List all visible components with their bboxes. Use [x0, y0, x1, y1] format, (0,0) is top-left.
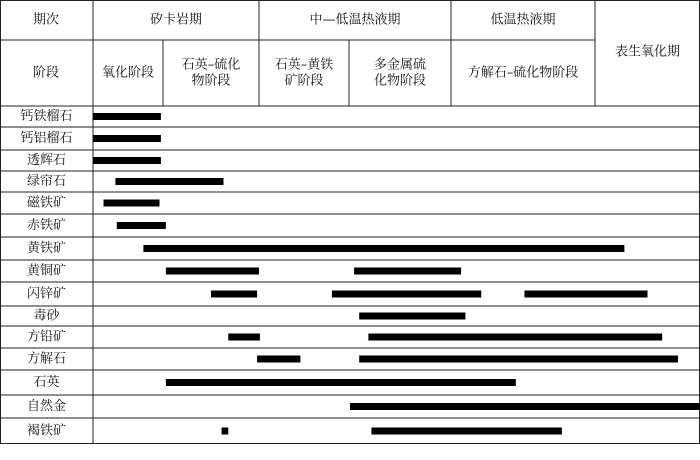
- mineral-occurrence-bar: [524, 291, 647, 298]
- mineral-occurrence-bar: [332, 291, 481, 298]
- stage-header-label: 阶段: [32, 65, 60, 81]
- stage-name: 物阶段: [191, 73, 231, 89]
- mineral-occurrence-bar: [222, 428, 229, 435]
- mineral-occurrence-bar: [115, 178, 223, 185]
- mineral-name: 绿帘石: [26, 174, 67, 189]
- stage-name: 石英–黄铁: [274, 57, 334, 73]
- mineral-name: 褐铁矿: [26, 423, 67, 439]
- mineral-occurrence-bar: [354, 268, 461, 275]
- stage-name: 氧化阶段: [101, 65, 155, 81]
- mineral-occurrence-bar: [166, 379, 516, 386]
- mineral-name: 毒砂: [33, 308, 60, 324]
- mineral-name: 方解石: [26, 351, 67, 367]
- mineral-occurrence-bar: [117, 222, 166, 229]
- period-name: 表生氧化期: [614, 44, 681, 60]
- mineral-occurrence-bar: [211, 291, 257, 298]
- mineral-occurrence-bar: [350, 403, 700, 410]
- period-name: 低温热液期: [490, 12, 556, 28]
- mineral-occurrence-bar: [143, 245, 624, 252]
- mineral-name: 磁铁矿: [26, 195, 67, 211]
- stage-name: 多金属硫: [373, 57, 427, 73]
- period-name: 矽卡岩期: [149, 12, 203, 28]
- mineral-occurrence-bar: [93, 157, 161, 164]
- stage-name: 方解石–硫化物阶段: [467, 65, 579, 81]
- period-name: 中—低温热液期: [309, 12, 401, 28]
- mineral-name: 透辉石: [26, 153, 67, 168]
- mineral-occurrence-bar: [359, 356, 678, 363]
- mineral-occurrence-bar: [93, 113, 161, 120]
- mineral-name: 赤铁矿: [26, 218, 67, 233]
- stage-name: 矿阶段: [284, 73, 324, 89]
- mineral-name: 黄铜矿: [26, 263, 67, 279]
- mineral-name: 石英: [33, 375, 60, 390]
- mineral-occurrence-bar: [228, 334, 260, 341]
- mineral-occurrence-bar: [93, 135, 161, 142]
- stage-name: 化物阶段: [373, 73, 427, 89]
- mineral-occurrence-bar: [257, 356, 300, 363]
- mineral-occurrence-bar: [368, 334, 662, 341]
- stage-name: 石英–硫化: [181, 57, 241, 73]
- mineral-name: 钙铁榴石: [20, 109, 73, 124]
- mineral-name: 钙铝榴石: [20, 131, 73, 146]
- period-header-label: 期次: [32, 12, 60, 28]
- mineral-name: 自然金: [26, 399, 67, 414]
- mineral-occurrence-bar: [166, 268, 259, 275]
- mineral-occurrence-bar: [359, 313, 465, 320]
- mineral-name: 方铅矿: [26, 329, 67, 345]
- mineral-name: 闪锌矿: [26, 286, 67, 302]
- mineral-occurrence-bar: [371, 428, 561, 435]
- mineral-name: 黄铁矿: [26, 241, 67, 256]
- mineral-occurrence-bar: [104, 200, 160, 207]
